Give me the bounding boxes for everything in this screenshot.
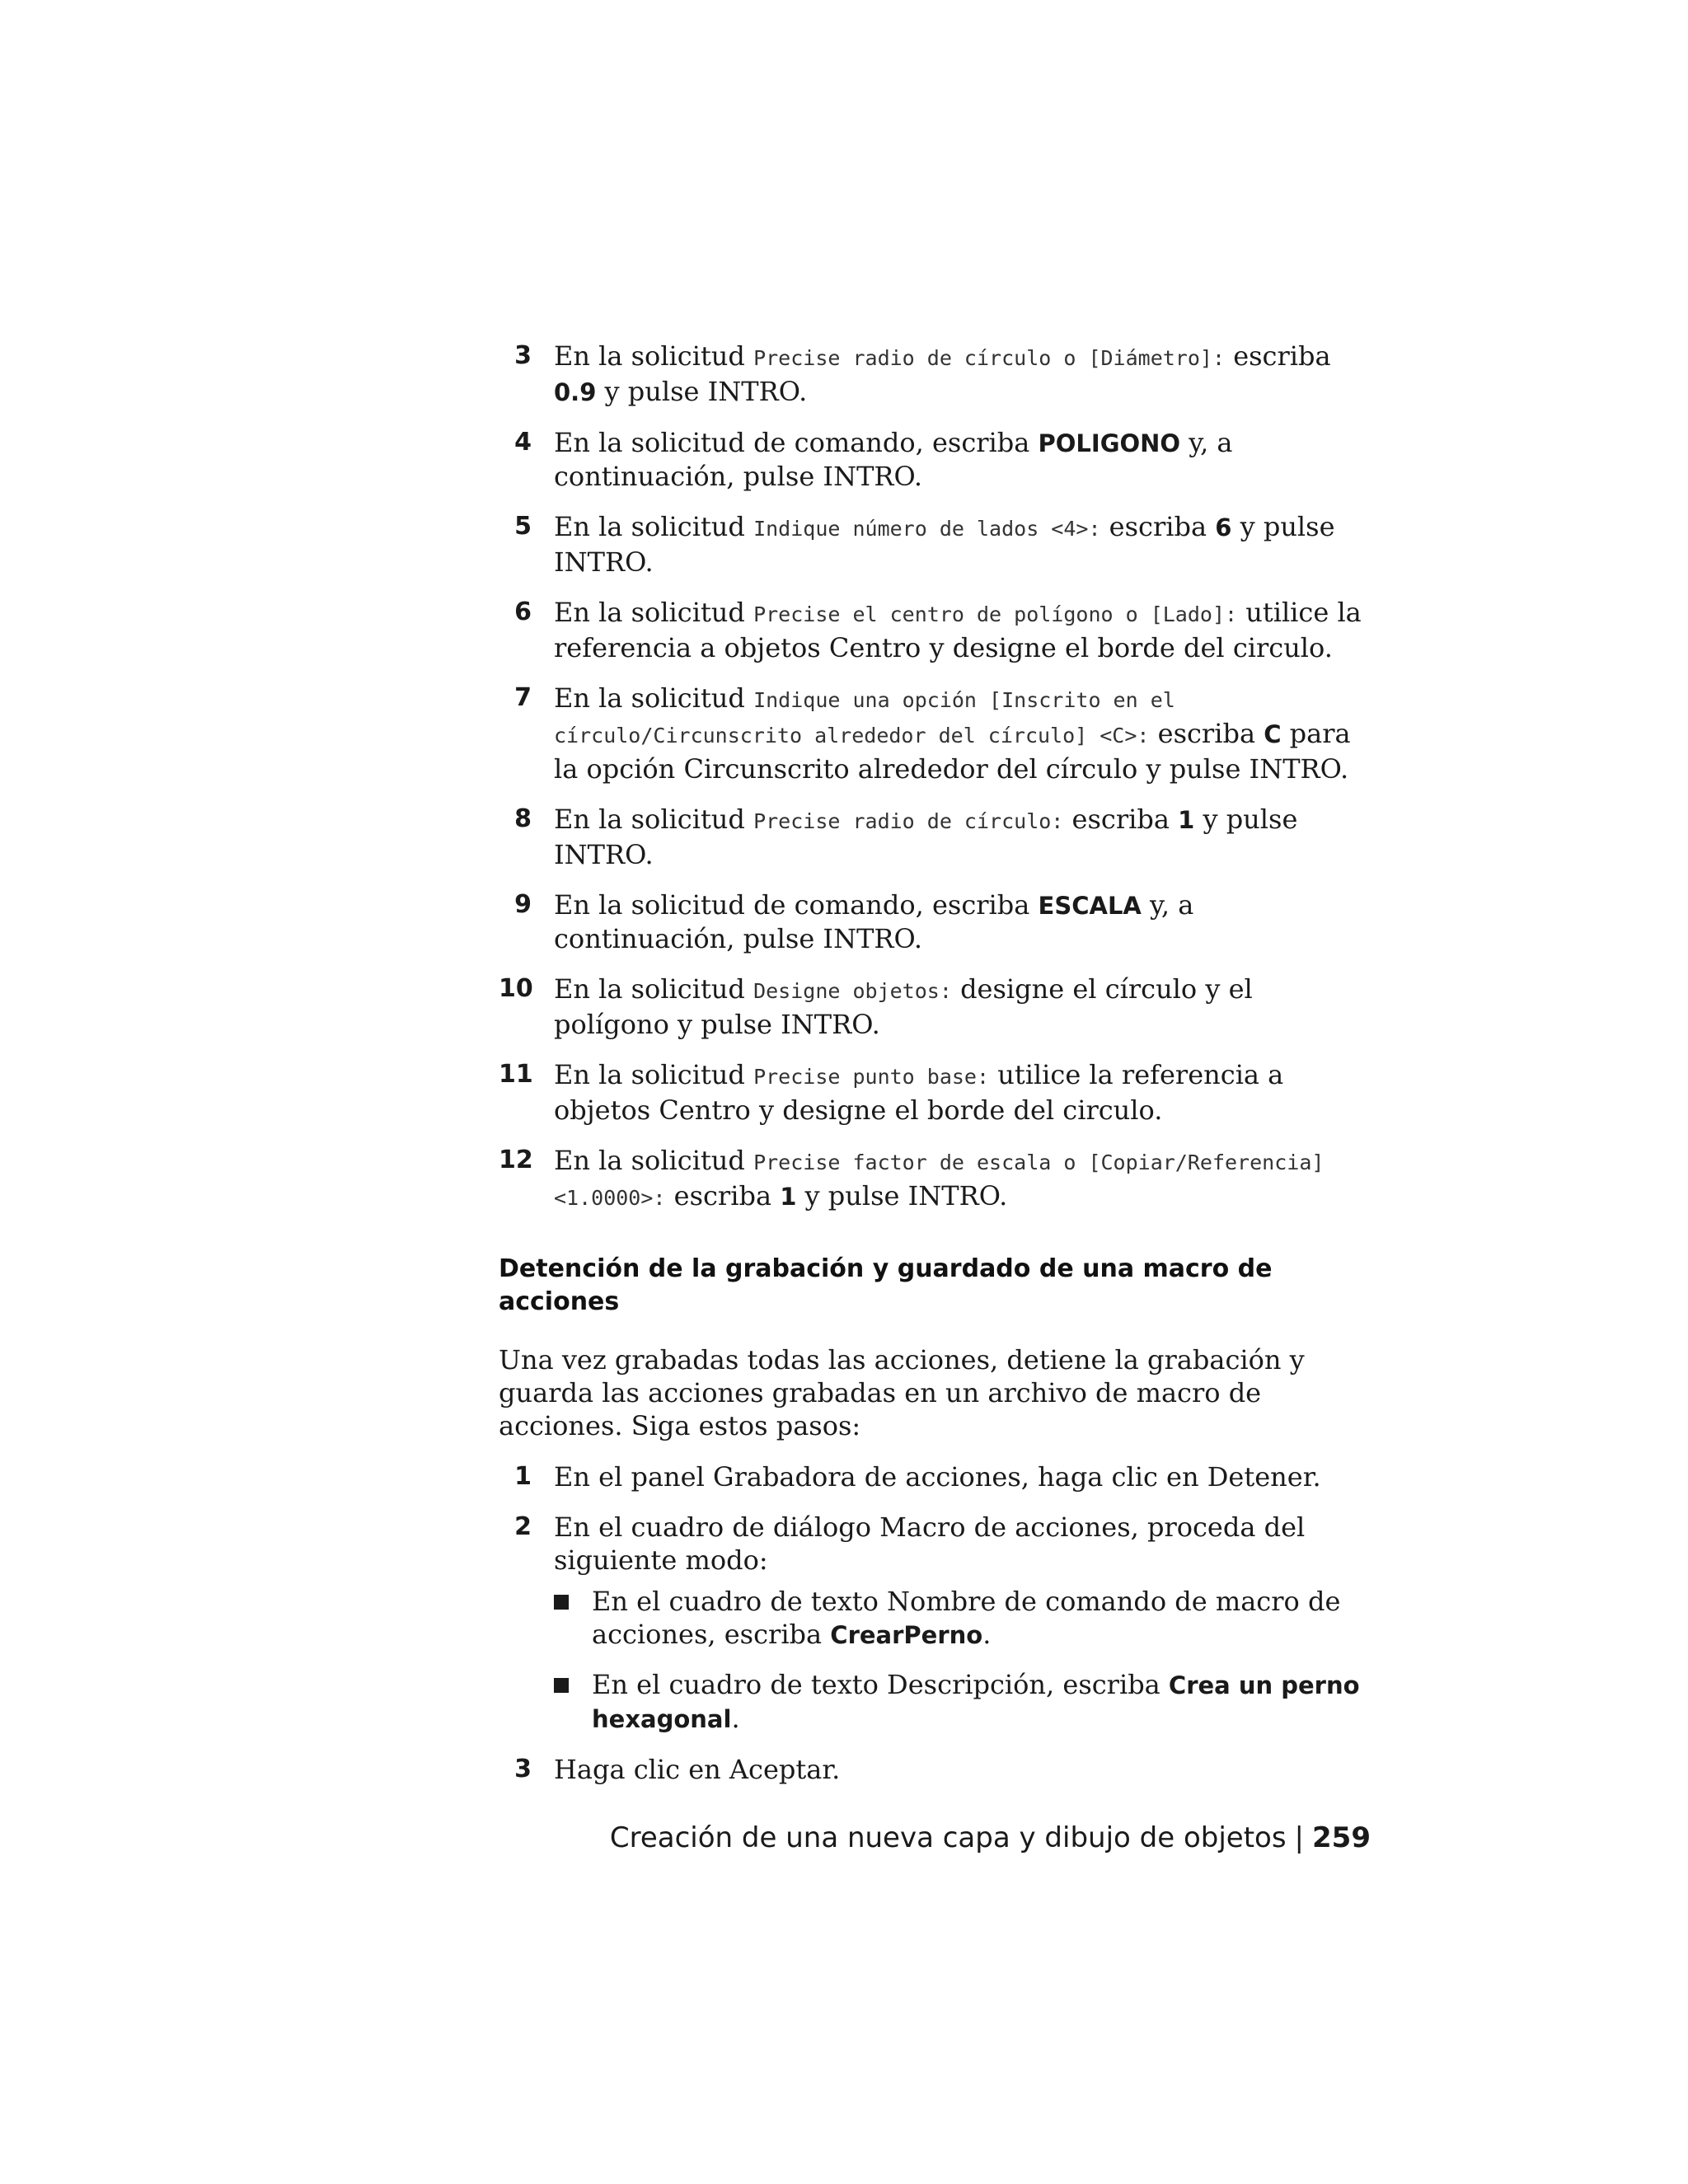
step-text: escriba	[1063, 804, 1179, 835]
command-prompt-text: Precise radio de círculo o [Diámetro]:	[753, 346, 1226, 370]
list-item	[499, 340, 1372, 409]
step-text: y pulse INTRO.	[796, 1180, 1008, 1212]
section-heading: Detención de la grabación y guardado de una macro de acciones	[499, 1254, 1273, 1316]
step-text: y, a continuación, pulse INTRO.	[554, 427, 1233, 492]
typed-value-text: ESCALA	[1038, 892, 1142, 920]
step-text: utilice la referencia a objetos Centro y designe el borde del circulo.	[554, 597, 1362, 663]
list-item	[499, 1511, 1372, 1736]
step-body	[554, 1144, 1372, 1215]
list-item	[499, 1144, 1372, 1215]
typed-value-text: 6	[1215, 513, 1232, 541]
steps-list	[499, 340, 1372, 1215]
step-text: En la solicitud	[554, 340, 754, 372]
page-number: 259	[1312, 1821, 1371, 1854]
step-text: Haga clic en Aceptar.	[554, 1754, 841, 1785]
bullet-text	[592, 1669, 1360, 1734]
step-body	[554, 972, 1372, 1041]
step-text: En la solicitud de comando, escriba	[554, 427, 1039, 458]
bullet-square-icon	[554, 1678, 569, 1693]
step-body	[554, 1460, 1372, 1493]
step-number: 3	[514, 341, 532, 370]
step-body	[554, 596, 1372, 664]
typed-value-text: 1	[1178, 806, 1195, 834]
step-text: En la solicitud	[554, 682, 754, 714]
step-body	[554, 426, 1372, 493]
list-item	[499, 1058, 1372, 1127]
typed-value-text: C	[1264, 720, 1282, 748]
step-text: designe el círculo y el polígono y pulse INTRO.	[554, 973, 1253, 1040]
step-text: En la solicitud	[554, 597, 754, 628]
list-item	[499, 596, 1372, 664]
command-prompt-text: Precise punto base:	[753, 1065, 990, 1089]
step-number: 12	[499, 1146, 533, 1174]
bullet-list	[554, 1585, 1372, 1736]
command-prompt-text: Indique una opción [Inscrito en el círculo/Circunscrito alrededor del círculo] <C>:	[554, 688, 1175, 748]
list-item	[499, 972, 1372, 1041]
bullet-square-icon	[554, 1595, 569, 1610]
step-number: 8	[514, 804, 532, 833]
step-text: En la solicitud	[554, 511, 754, 542]
step-text: En la solicitud de comando, escriba	[554, 889, 1039, 921]
step-text: En el cuadro de diálogo Macro de acciones, proceda del siguiente modo:	[554, 1511, 1306, 1576]
list-item	[499, 682, 1372, 785]
step-text: En la solicitud	[554, 1145, 754, 1176]
step-number: 2	[514, 1512, 532, 1541]
typed-value-text: CrearPerno	[830, 1621, 983, 1649]
list-item	[499, 888, 1372, 955]
step-text: En la solicitud	[554, 804, 754, 835]
command-prompt-text: Indique número de lados <4>:	[753, 517, 1101, 541]
step-text: utilice la referencia a objetos Centro y designe el borde del circulo.	[554, 1059, 1284, 1126]
list-item	[499, 426, 1372, 493]
step-text: escriba	[1225, 340, 1331, 372]
step-body	[554, 1511, 1372, 1577]
list-item	[499, 1753, 1372, 1786]
step-body	[554, 888, 1372, 955]
step-text: y pulse INTRO.	[596, 376, 808, 407]
step-body	[554, 340, 1372, 409]
list-item	[499, 510, 1372, 579]
section-intro: Una vez grabadas todas las acciones, detiene la grabación y guarda las acciones grabadas en un archivo de macro de acciones. Siga estos pasos:	[499, 1344, 1305, 1441]
typed-value-text: Crea un perno hexagonal	[592, 1671, 1360, 1733]
step-body	[554, 510, 1372, 579]
list-item	[499, 803, 1372, 871]
step-text: y, a continuación, pulse INTRO.	[554, 889, 1194, 954]
step-number: 4	[514, 428, 532, 457]
bullet-text	[592, 1586, 1340, 1650]
command-prompt-text: Precise radio de círculo:	[753, 809, 1064, 833]
step-number: 10	[499, 974, 533, 1003]
page-content	[499, 340, 1372, 1803]
list-item	[499, 1460, 1372, 1493]
footer-separator: |	[1294, 1821, 1305, 1854]
step-text: En el cuadro de texto Descripción, escriba	[592, 1669, 1169, 1700]
step-number: 9	[514, 890, 532, 919]
step-text: y pulse INTRO.	[554, 511, 1335, 578]
step-text: En la solicitud	[554, 1059, 754, 1090]
step-text: para la opción Circunscrito alrededor del círculo y pulse INTRO.	[554, 718, 1351, 785]
step-body	[554, 1753, 1372, 1786]
typed-value-text: 0.9	[554, 378, 597, 406]
page-footer	[610, 1821, 1371, 1854]
step-text: En el panel Grabadora de acciones, haga clic en Detener.	[554, 1461, 1321, 1493]
step-text: escriba	[1149, 718, 1264, 749]
step-body	[554, 1058, 1372, 1127]
step-text: .	[731, 1703, 740, 1734]
step-number: 7	[514, 683, 532, 712]
step-text: En la solicitud	[554, 973, 754, 1005]
step-number: 6	[514, 598, 532, 626]
footer-chapter-title: Creación de una nueva capa y dibujo de objetos	[609, 1821, 1287, 1854]
typed-value-text: POLIGONO	[1038, 429, 1181, 457]
bullet-item	[554, 1668, 1372, 1736]
step-number: 11	[499, 1060, 533, 1089]
command-prompt-text: Designe objetos:	[753, 979, 952, 1003]
command-prompt-text: Precise factor de escala o [Copiar/Referencia] <1.0000>:	[554, 1151, 1325, 1210]
section-steps-list	[499, 1460, 1372, 1786]
step-text: En el cuadro de texto Nombre de comando de macro de acciones, escriba	[592, 1586, 1341, 1650]
step-body	[554, 803, 1372, 871]
step-text: .	[982, 1619, 992, 1650]
command-prompt-text: Precise el centro de polígono o [Lado]:	[753, 602, 1238, 626]
step-body	[554, 682, 1372, 785]
step-text: escriba	[1100, 511, 1216, 542]
bullet-item	[554, 1585, 1372, 1652]
step-text: y pulse INTRO.	[554, 804, 1298, 870]
step-number: 3	[514, 1755, 532, 1783]
step-number: 5	[514, 512, 532, 541]
typed-value-text: 1	[780, 1183, 797, 1211]
step-text: escriba	[665, 1180, 781, 1212]
step-number: 1	[514, 1462, 532, 1491]
